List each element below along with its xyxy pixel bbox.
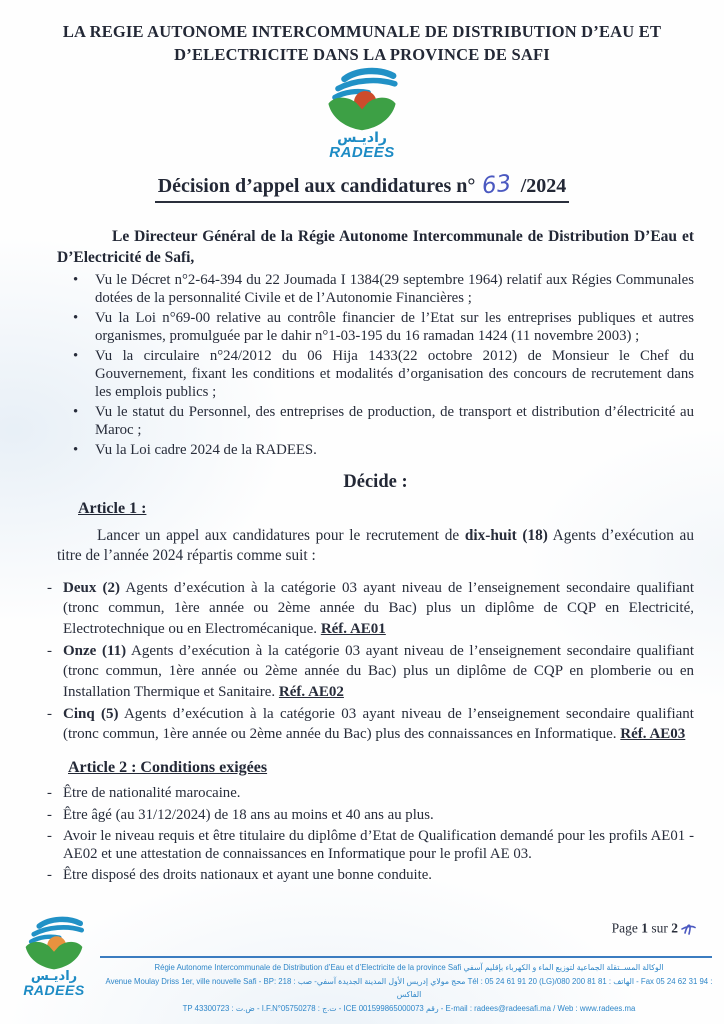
list-item: • Vu le statut du Personnel, des entreprises de production, de transport et distribution d’électricité au Maroc ; [73,403,694,439]
list-item: - Être de nationalité marocaine. [47,785,241,802]
title-suffix: /2024 [520,175,567,197]
dash-marker: - [47,867,52,884]
article2-heading: Article 2 : Conditions exigées [68,759,268,777]
footer-divider [100,956,712,958]
org-title-line1: LA REGIE AUTONOME INTERCOMMUNALE DE DISTRIBUTION D’EAU ET [62,22,662,41]
recruit-count: dix-huit (18) [464,527,548,545]
list-item: - Cinq (5) Agents d’exécution à la catégorie 03 ayant niveau de l’enseignement secondaire qualifiant (tronc commun, 1ère année ou 2ème année du Bac) plus des connaissances en Informatique. Réf. AE03 [47,705,694,743]
handwritten-decision-number: 63 [481,170,513,200]
footer-line2: Avenue Moulay Driss 1er, ville nouvelle Safi - BP: 218 : محج مولاي إدريس الأول المدينة الجديدة آسفي- صب Tél : 05 24 61 91 20 (LG)/080 200 81 81 : الهاتف - Fax 05 24 62 31 94 : الفاكس [105,976,713,999]
bullet-marker: • [73,309,79,326]
item-count-lead: Onze (11) [63,642,127,659]
article1-items-list [45,578,694,744]
article1-intro-paragraph: Lancer un appel aux candidatures pour le recrutement de dix-huit (18) Agents d’exécution au titre de l’année 2024 répartis comme suit : [57,527,694,565]
org-title-line2: D’ELECTRICITE DANS LA PROVINCE DE SAFI [174,45,550,64]
bullet-marker: • [73,441,79,458]
footer-contact-block [100,961,718,1015]
considerations-list [70,271,694,459]
item-count-lead: Cinq (5) [63,705,119,722]
logo-arabic-text: راديـس [30,969,78,984]
dash-marker: - [47,580,52,597]
logo-latin-text: RADEES [23,982,85,998]
article1-heading: Article 1 : [78,500,147,518]
document-body [0,226,724,884]
list-item: - Être âgé (au 31/12/2024) de 18 ans au moins et 40 ans au plus. [47,806,434,823]
dash-marker: - [47,785,52,802]
radees-logo-icon [321,67,403,131]
list-item: - Onze (11) Agents d’exécution à la catégorie 03 ayant niveau de l’enseignement secondaire qualifiant (tronc commun, 1ère année ou 2ème année du Bac) plus un diplôme de CQP en plomberie ou en Installation Thermique et Sanitaire. Réf. AE02 [47,642,694,700]
dash-marker: - [47,806,52,823]
list-item: - Être disposé des droits nationaux et ayant une bonne conduite. [47,867,433,884]
list-item: - Avoir le niveau requis et être titulaire du diplôme d’Etat de Qualification demandé pour les profils AE01 - AE02 et une attestation de connaissances en Informatique pour le profil AE 03. [47,827,694,863]
radees-header-logo [0,67,724,161]
list-item: • Vu le Décret n°2-64-394 du 22 Joumada I 1384(29 septembre 1964) relatif aux Régies Communales dotées de la personnalité Civile et de l’Autonomie Financières ; [73,272,694,307]
footer-line3: TP 43300723 : ض.ت - I.F.N°05750278 : ت.ج - ICE 001599865000073 رقم - E-mail : radees@radeesafi.ma / Web : www.radees.ma [182,1003,636,1013]
list-item: - Deux (2) Agents d’exécution à la catégorie 03 ayant niveau de l’enseignement secondaire qualifiant (tronc commun, 1ère année ou 2ème année du Bac) plus un diplôme de CQP en Electricité, Electrotechnique ou en Electromécanique. Réf. AE01 [47,580,694,637]
list-item: • Vu la Loi n°69-00 relative au contrôle financier de l’Etat sur les entreprises publiques et autres organismes, promulguée par le dahir n°1-03-195 du 16 ramadan 1424 (11 novembre 2003) ; [73,309,694,345]
dash-marker: - [47,827,52,844]
handwritten-mark-icon [680,920,696,939]
dash-marker: - [47,705,52,722]
radees-footer-logo [12,916,96,998]
dash-marker: - [47,642,52,659]
item-count-lead: Deux (2) [63,580,121,597]
logo-arabic-text: راديـس [337,130,387,146]
item-reference: Réf. AE01 [320,620,386,637]
document-title [0,170,724,203]
list-item: • Vu la circulaire n°24/2012 du 06 Hija 1433(22 octobre 2012) de Monsieur le Chef du Gouvernement, fixant les conditions et modalités d’organisation des concours de recrutement dans les emplois publics ; [73,347,694,401]
bullet-marker: • [73,272,79,288]
item-reference: Réf. AE03 [620,726,686,743]
bullet-marker: • [73,347,79,364]
article2-conditions-list [45,784,694,884]
bullet-marker: • [73,403,79,420]
logo-latin-text: RADEES [329,144,395,161]
radees-logo-icon [18,916,90,970]
item-reference: Réf. AE02 [278,683,344,700]
director-intro-paragraph: Le Directeur Général de la Régie Autonome Intercommunale de Distribution D’Eau et D’Electricité de Safi, [57,228,694,266]
list-item: • Vu la Loi cadre 2024 de la RADEES. [73,441,317,458]
title-prefix: Décision d’appel aux candidatures n° [157,175,476,197]
org-title [0,0,724,66]
decide-heading: Décide : [343,472,408,493]
footer-line1: Régie Autonome Intercommunale de Distribution d’Eau et d’Electricite de la province Safi الوكالة المســتقلة الجماعية لتوزيع الماء و الكهرباء بإقليم آسفي [154,963,664,972]
page-number-label: Page 1 sur 2 [612,920,696,939]
